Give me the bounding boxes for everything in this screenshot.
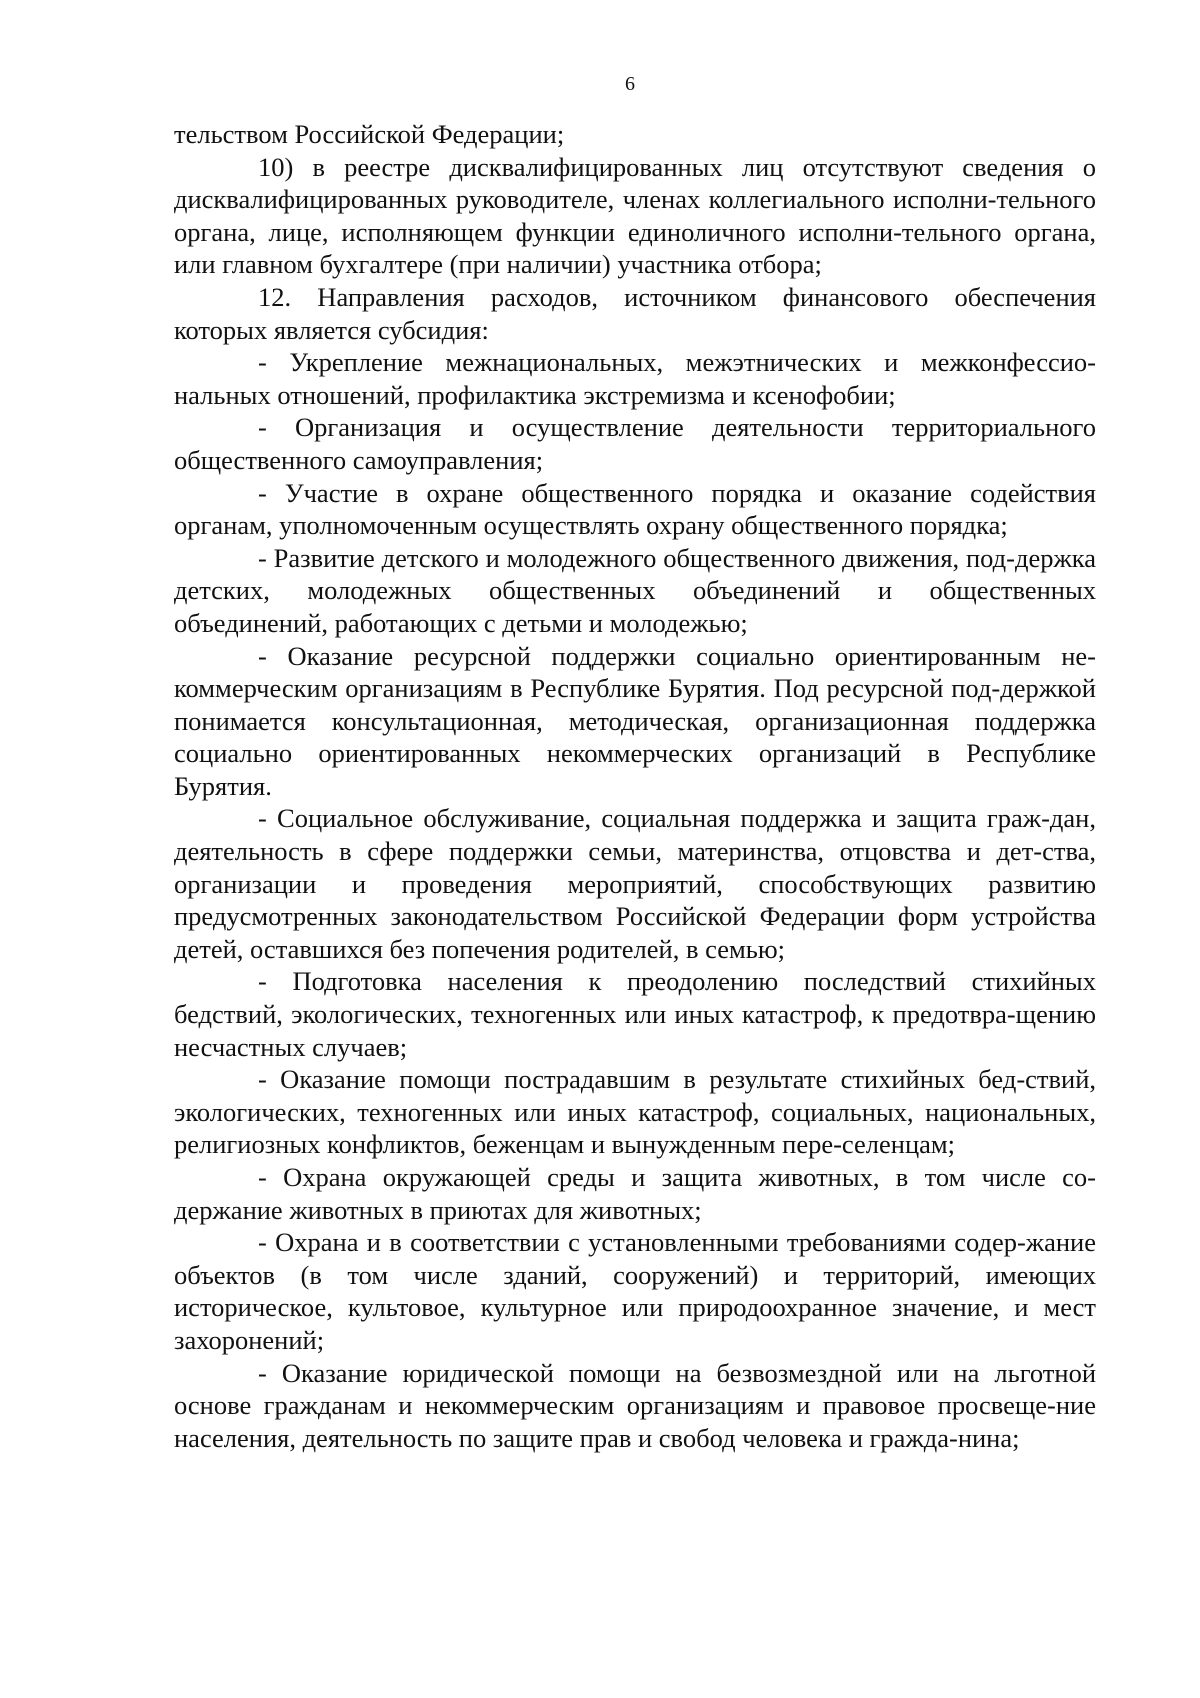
- paragraph-expense-environment: - Охрана окружающей среды и защита животных, в том числе со-держание животных в приютах для животных;: [174, 1162, 1096, 1225]
- paragraph-expense-legal-aid: - Оказание юридической помощи на безвозмездной или на льготной основе гражданам и некоммерческим организациям и правовое просвеще-ние населения, деятельность по защите прав и свобод человека и гражда-нина;: [174, 1357, 1096, 1453]
- paragraph-expense-resource-support: - Оказание ресурсной поддержки социально ориентированным не-коммерческим организациям в Республике Бурятия. Под ресурсной под-держкой понимается консультационная, методическая, организационная поддержка социально ориентированных некоммерческих организаций в Республике Бурятия.: [174, 640, 1096, 801]
- paragraph-expense-heritage: - Охрана и в соответствии с установленными требованиями содер-жание объектов (в том числе зданий, сооружений) и территорий, имеющих историческое, культовое, культурное или природоохранное значение, и мест захоронений;: [174, 1227, 1096, 1355]
- paragraph-expense-youth-movement: - Развитие детского и молодежного общественного движения, под-держка детских, молодежных общественных объединений и общественных объединений, работающих с детьми и молодежью;: [174, 542, 1096, 638]
- paragraph-expense-self-government: - Организация и осуществление деятельности территориального общественного самоуправления;: [174, 412, 1096, 475]
- paragraph-item-12: 12. Направления расходов, источником финансового обеспечения которых является субсидия:: [174, 281, 1096, 345]
- paragraph-expense-public-order: - Участие в охране общественного порядка и оказание содействия органам, уполномоченным осуществлять охрану общественного порядка;: [174, 477, 1096, 541]
- paragraph-expense-interethnic: - Укрепление межнациональных, межэтнических и межконфессио-нальных отношений, профилактика экстремизма и ксенофобии;: [174, 347, 1096, 410]
- document-body: [174, 118, 1096, 1454]
- paragraph-continuation: тельством Российской Федерации;: [174, 119, 565, 149]
- page-number: 6: [625, 73, 635, 95]
- paragraph-expense-social-service: - Социальное обслуживание, социальная поддержка и защита граж-дан, деятельность в сфере поддержки семьи, материнства, отцовства и дет-ства, организации и проведения мероприятий, способствующих развитию предусмотренных законодательством Российской Федерации форм устройства детей, оставшихся без попечения родителей, в семью;: [174, 803, 1096, 964]
- paragraph-expense-disaster-preparation: - Подготовка населения к преодолению последствий стихийных бедствий, экологических, техногенных или иных катастроф, к предотвра-щению несчастных случаев;: [174, 966, 1096, 1062]
- paragraph-item-10: 10) в реестре дисквалифицированных лиц отсутствуют сведения о дисквалифицированных руководителе, членах коллегиального исполни-тельного органа, лице, исполняющем функции единоличного исполни-тельного органа, или главном бухгалтере (при наличии) участника отбора;: [174, 151, 1096, 280]
- paragraph-expense-victim-assistance: - Оказание помощи пострадавшим в результате стихийных бед-ствий, экологических, техногенных или иных катастроф, социальных, национальных, религиозных конфликтов, беженцам и вынужденным пере-селенцам;: [174, 1064, 1096, 1160]
